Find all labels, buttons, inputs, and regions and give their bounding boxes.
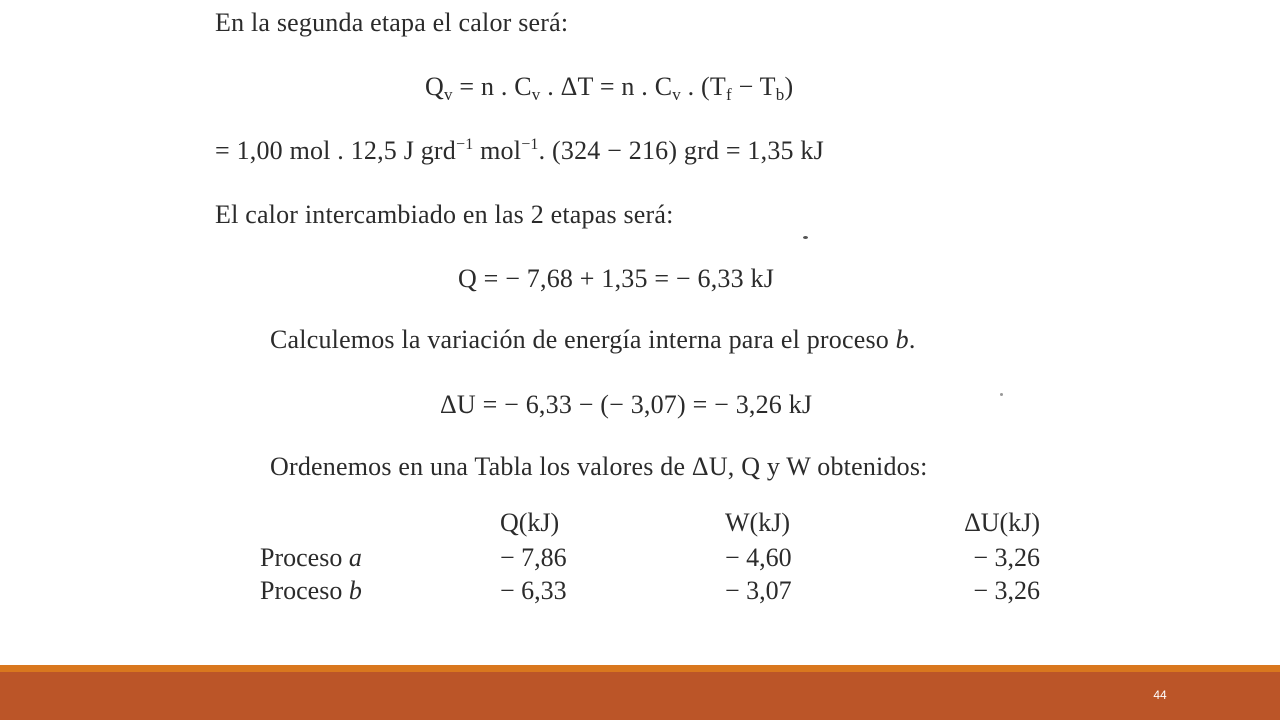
total-heat-equation: Q = − 7,68 + 1,35 = − 6,33 kJ xyxy=(458,264,775,293)
footer-accent-stripe xyxy=(0,665,1280,672)
process-b-label: Proceso b xyxy=(260,575,362,605)
scan-speck xyxy=(1000,393,1003,396)
process-a-delta-u: − 3,26 xyxy=(973,542,1040,572)
table-header-row xyxy=(256,508,1040,541)
process-b-w: − 3,07 xyxy=(725,575,792,605)
results-table xyxy=(256,508,1040,607)
process-a-w: − 4,60 xyxy=(725,542,792,572)
table-header-q: Q(kJ) xyxy=(500,508,560,537)
table-row xyxy=(256,574,1040,607)
process-a-label: Proceso a xyxy=(260,542,362,572)
internal-energy-text: Calculemos la variación de energía interna para el proceso b. xyxy=(270,325,916,354)
process-b-q: − 6,33 xyxy=(500,575,567,605)
exchanged-heat-text: El calor intercambiado en las 2 etapas será: xyxy=(215,200,674,229)
footer-bar xyxy=(0,672,1280,720)
stage-two-heat-text: En la segunda etapa el calor será: xyxy=(215,8,569,37)
table-row xyxy=(256,541,1040,574)
heat-calculation-equation: = 1,00 mol . 12,5 J grd$^{-1}$ mol$^{-1}$. (324 − 216) grd = 1,35 kJ xyxy=(215,136,824,165)
table-intro-text: Ordenemos en una Tabla los valores de ΔU, Q y W obtenidos: xyxy=(270,452,928,481)
table-header-delta-u: ΔU(kJ) xyxy=(964,508,1040,537)
process-b-delta-u: − 3,26 xyxy=(973,575,1040,605)
delta-u-equation: ΔU = − 6,33 − (− 3,07) = − 3,26 kJ xyxy=(440,390,813,419)
process-a-q: − 7,86 xyxy=(500,542,567,572)
page-number: 44 xyxy=(1153,688,1167,702)
heat-constant-volume-equation: $Q_v = n$ . $C_v$ . ΔT = n . $C_v$ . $(T_f - T_b)$ xyxy=(425,72,794,104)
scan-speck xyxy=(803,236,808,239)
table-header-w: W(kJ) xyxy=(725,508,790,537)
table-header-empty xyxy=(256,508,500,541)
